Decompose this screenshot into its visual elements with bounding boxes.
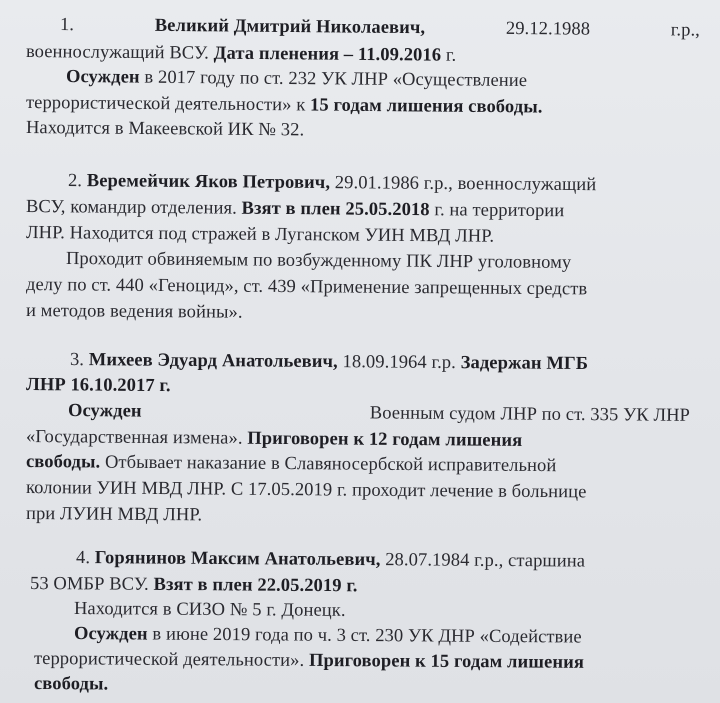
entry-1-line-2	[26, 41, 456, 67]
entry-4-conviction-text: в июне 2019 года по ч. 3 ст. 230 УК ДНР «Содействие	[152, 624, 582, 648]
entry-1-line-1	[60, 14, 700, 42]
entry-4-unit: 53 ОМБР ВСУ.	[29, 574, 149, 595]
entry-1-number: 1.	[59, 15, 75, 36]
entry-4-capture: Взят в плен 22.05.2019 г.	[153, 574, 358, 597]
entry-2-line-2	[26, 196, 565, 222]
entry-1-birth-suffix: г.р.,	[670, 20, 701, 41]
entry-1-birth-date: 29.12.1988	[505, 18, 591, 40]
entry-3-sentence-end: свободы.	[25, 452, 101, 473]
entry-1-line-3	[66, 66, 527, 92]
entry-4-line-2	[30, 573, 358, 597]
entry-3-treatment: колонии УИН МВД ЛНР. С 17.05.2019 г. проходит лечение в больнице	[25, 478, 587, 503]
entry-3-hospital: при ЛУИН МВД ЛНР.	[25, 504, 203, 526]
entry-2-line-5	[26, 274, 587, 300]
entry-2-name: Веремейчик Яков Петрович,	[86, 171, 331, 194]
entry-1-capture: Дата пленения – 11.09.2016	[213, 43, 442, 66]
entry-2-role: ВСУ, командир отделения.	[25, 197, 237, 219]
entry-3-convicted: Осужден	[67, 401, 142, 422]
entry-2-line-3	[26, 222, 494, 248]
entry-4-details: 28.07.1984 г.р., старшина	[385, 550, 586, 572]
entry-1-conviction-text: в 2017 году по ст. 232 УК ЛНР «Осуществление	[144, 67, 528, 92]
entry-3-birth: 18.09.1964 г.р.	[342, 352, 457, 374]
entry-1-capture-suffix: г.	[445, 45, 457, 66]
entry-2-number: 2.	[67, 171, 83, 192]
entry-2-location: ЛНР. Находится под стражей в Луганском УИН МВД ЛНР.	[25, 223, 495, 247]
entry-3-detained-date: ЛНР 16.10.2017 г.	[25, 375, 171, 397]
entry-2-capture: Взят в плен 25.05.2018	[241, 198, 430, 221]
entry-1-convicted: Осужден	[65, 67, 140, 88]
entry-3-charge: «Государственная измена».	[25, 427, 243, 449]
entry-4-sentence-end: свободы.	[33, 674, 109, 695]
entry-1-line-4	[26, 92, 543, 119]
entry-3-line-4	[26, 426, 522, 452]
entry-2-details: 29.01.1986 г.р., военнослужащий	[334, 173, 597, 196]
entry-4-line-3	[74, 598, 346, 622]
entry-2-line-6	[26, 300, 243, 324]
entry-3-line-2	[26, 374, 171, 397]
entry-4-line-4	[74, 623, 582, 649]
entry-1-service: военнослужащий ВСУ.	[25, 42, 210, 64]
entry-1-sentence: 15 годам лишения свободы.	[310, 95, 543, 118]
entry-3-line-7	[26, 503, 202, 526]
entry-1-name: Великий Дмитрий Николаевич,	[154, 15, 426, 39]
entry-3-detained: Задержан МГБ	[460, 353, 589, 375]
entry-2-articles: делу по ст. 440 «Геноцид», ст. 439 «Применение запрещенных средств	[25, 275, 588, 300]
entry-4-name: Горянинов Максим Анатольевич,	[94, 548, 381, 571]
entry-4-line-1	[76, 547, 585, 573]
entry-1-location: Находится в Макеевской ИК № 32.	[25, 118, 305, 141]
entry-4-charge: террористической деятельности».	[33, 649, 305, 671]
entry-3-serving: Отбывает наказание в Славяносербской исправительной	[104, 452, 557, 477]
entry-2-line-4	[66, 248, 571, 274]
entry-4-number: 4.	[75, 548, 91, 569]
entry-3-line-5	[26, 451, 557, 477]
entry-1-line-5	[26, 117, 304, 141]
entry-3-line-3	[68, 400, 690, 427]
entry-2-articles-end: и методов ведения войны».	[25, 301, 243, 323]
entry-3-name: Михеев Эдуард Анатольевич,	[88, 350, 338, 373]
entry-3-line-6	[26, 477, 587, 503]
entry-4-location: Находится в СИЗО № 5 г. Донецк.	[73, 599, 346, 621]
entry-1-article: террористической деятельности» к	[25, 93, 306, 116]
entry-3-sentence: Приговорен к 12 годам лишения	[247, 428, 523, 451]
entry-4-convicted: Осужден	[73, 624, 148, 645]
entry-2-capture-place: г. на территории	[434, 200, 565, 222]
entry-4-line-5	[34, 648, 584, 674]
entry-4-sentence: Приговорен к 15 годам лишения	[308, 650, 585, 673]
entry-2-charge: Проходит обвиняемым по возбужденному ПК ЛНР уголовному	[65, 249, 572, 273]
entry-3-court: Военным судом ЛНР по ст. 335 УК ЛНР	[369, 403, 691, 426]
entry-3-line-1	[70, 349, 588, 375]
entry-4-line-6	[34, 673, 108, 696]
entry-3-number: 3.	[69, 350, 85, 371]
entry-2-line-1	[68, 170, 597, 196]
